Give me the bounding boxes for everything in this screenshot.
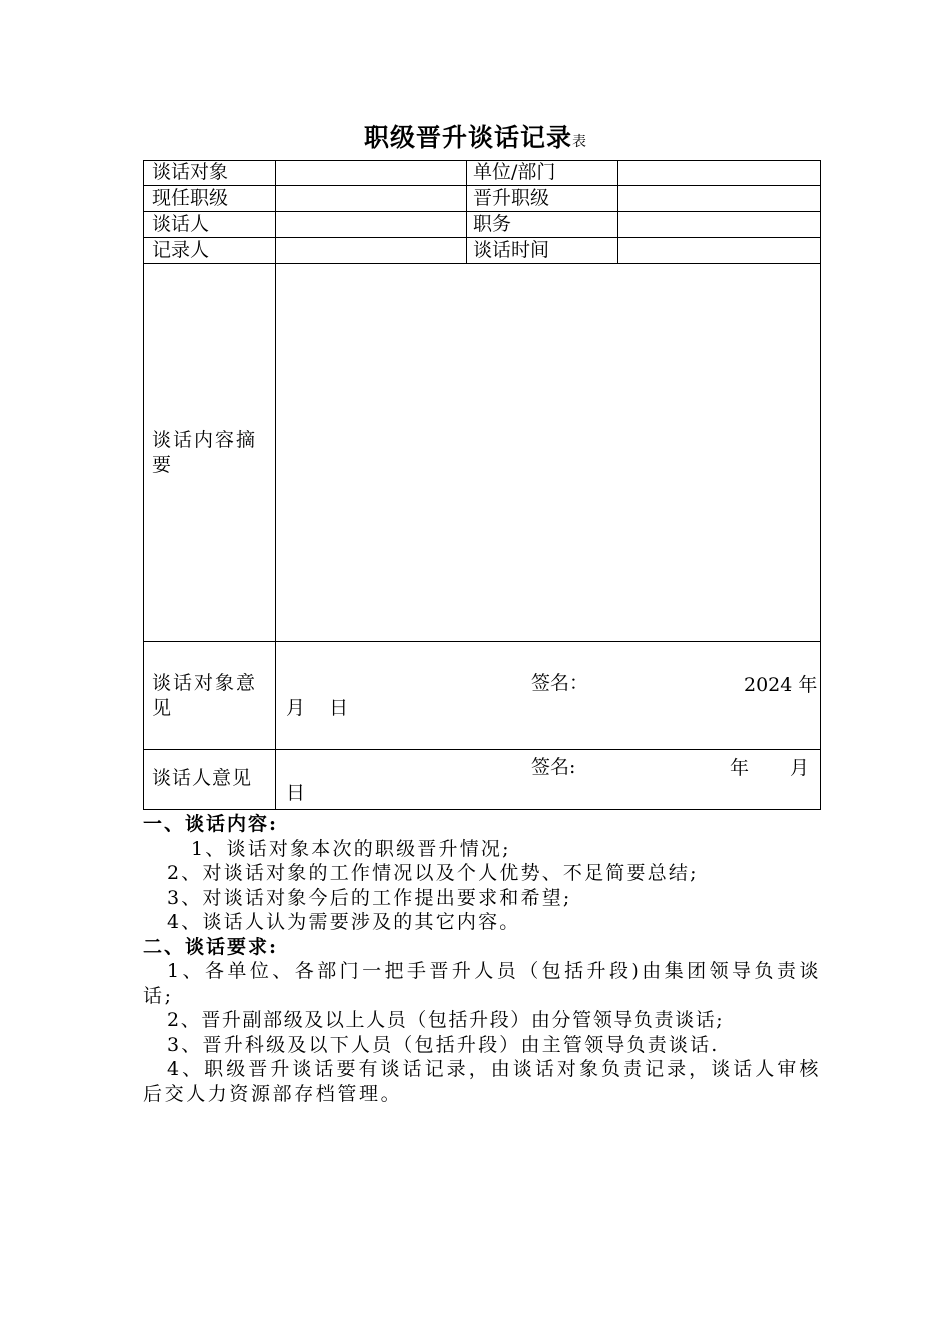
label-current-rank: 现任职级 [152, 187, 229, 209]
talker-sign-label: 签名: [531, 756, 576, 778]
talker-sign-year: 年 [730, 757, 750, 779]
label-subject: 谈话对象 [152, 161, 229, 183]
form-line [143, 809, 821, 810]
list-item: 3、对谈话对象今后的工作提出要求和希望; [167, 886, 572, 909]
title-main: 职级晋升谈话记录 [363, 123, 572, 152]
talk-record-form [143, 160, 821, 810]
label-promoted-rank: 晋升职级 [473, 187, 550, 209]
list-item: 4、谈话人认为需要涉及的其它内容。 [167, 911, 521, 933]
list-item: 1、谈话对象本次的职级晋升情况; [191, 837, 511, 860]
label-position: 职务 [473, 213, 512, 235]
form-line [617, 160, 618, 264]
form-line [143, 641, 821, 642]
subject-sign-month-day: 月 日 [286, 697, 349, 719]
label-department: 单位/部门 [473, 161, 556, 183]
list-item: 4、职级晋升谈话要有谈话记录，由谈话对象负责记录，谈话人审核后交人力资源部存档管理。 [143, 1058, 821, 1105]
section-heading: 二、谈话要求: [143, 935, 279, 958]
list-item: 2、对谈话对象的工作情况以及个人优势、不足简要总结; [167, 862, 699, 884]
instructions [143, 812, 821, 1106]
form-line [466, 160, 467, 264]
label-talker-opinion: 谈话人意见 [152, 767, 253, 789]
list-item: 1、各单位、各部门一把手晋升人员（包括升段)由集团领导负责谈话; [143, 960, 821, 1007]
form-line [143, 749, 821, 750]
list-item: 2、晋升副部级及以上人员（包括升段）由分管领导负责谈话; [167, 1009, 725, 1031]
subject-sign-label: 签名： [531, 672, 589, 694]
label-recorder: 记录人 [152, 239, 210, 261]
form-line [275, 160, 276, 810]
form-line [143, 160, 144, 810]
title-suffix: 表 [572, 134, 586, 150]
subject-sign-year: 2024 年 [744, 674, 818, 696]
label-talker: 谈话人 [152, 213, 210, 235]
talker-sign-month: 月 [790, 757, 810, 779]
page-title [0, 118, 950, 154]
form-line [143, 263, 821, 264]
talker-sign-day: 日 [286, 782, 306, 804]
list-item: 3、晋升科级及以下人员（包括升段）由主管领导负责谈话. [167, 1033, 720, 1056]
label-subject-opinion: 谈话对象意见 [152, 672, 258, 719]
section-heading: 一、谈话内容: [143, 813, 279, 835]
form-line [820, 160, 821, 810]
label-summary: 谈话内容摘要 [152, 429, 258, 476]
label-talk-time: 谈话时间 [473, 239, 550, 261]
